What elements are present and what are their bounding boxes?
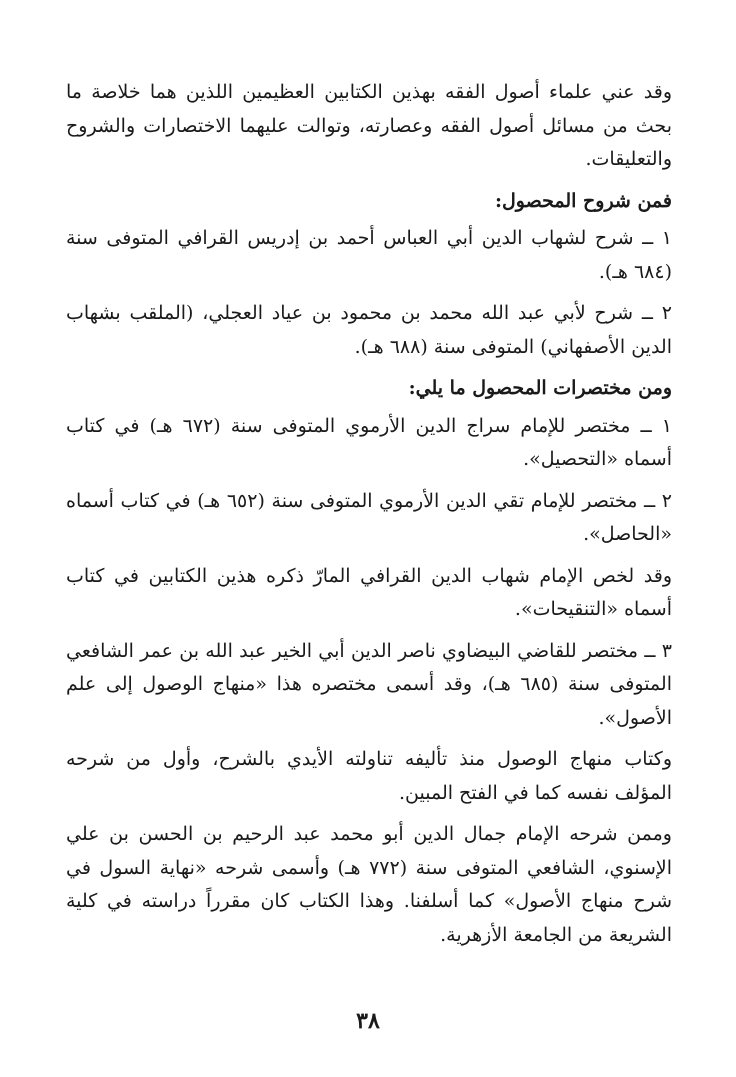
paragraph: وممن شرحه الإمام جمال الدين أبو محمد عبد الرحيم بن الحسن بن علي الإسنوي، الشافعي المتوفى سنة (٧٧٢ هـ) وأسمى شرحه «نهاية السول في شرح منهاج الأصول» كما أسلفنا. وهذا الكتاب كان مقرراً دراسته في كلية الشريعة من الجامعة الأزهرية. — [66, 823, 672, 946]
section-heading: ومن مختصرات المحصول ما يلي: — [408, 377, 672, 399]
paragraph: ٢ ــ مختصر للإمام تقي الدين الأرموي المتوفى سنة (٦٥٢ هـ) في كتاب أسماه «الحاصل». — [66, 489, 672, 545]
paragraph: وقد لخص الإمام شهاب الدين القرافي المارّ ذكره هذين الكتابين في كتاب أسماه «التنقيحات». — [66, 564, 672, 620]
paragraph: ١ ــ مختصر للإمام سراج الدين الأرموي المتوفى سنة (٦٧٢ هـ) في كتاب أسماه «التحصيل». — [66, 414, 672, 470]
page-number: ٣٨ — [356, 1008, 380, 1034]
paragraph: ٣ ــ مختصر للقاضي البيضاوي ناصر الدين أبي الخير عبد الله بن عمر الشافعي المتوفى سنة (٦٨٥ هـ)، وقد أسمى مختصره هذا «منهاج الوصول إلى علم الأصول». — [66, 639, 672, 729]
paragraph: ١ ــ شرح لشهاب الدين أبي العباس أحمد بن إدريس القرافي المتوفى سنة (٦٨٤ هـ). — [66, 227, 672, 283]
paragraph: ٢ ــ شرح لأبي عبد الله محمد بن محمود بن عياد العجلي، (الملقب بشهاب الدين الأصفهاني) المتوفى سنة (٦٨٨ هـ). — [66, 302, 672, 358]
page-body-text — [66, 76, 672, 960]
section-heading: فمن شروح المحصول: — [494, 189, 672, 212]
paragraph: وقد عني علماء أصول الفقه بهذين الكتابين العظيمين اللذين هما خلاصة ما بحث من مسائل أصول الفقه وعصارته، وتوالت عليهما الاختصارات والشروح والتعليقات. — [66, 81, 672, 170]
paragraph: وكتاب منهاج الوصول منذ تأليفه تناولته الأيدي بالشرح، وأول من شرحه المؤلف نفسه كما في الفتح المبين. — [66, 748, 672, 804]
